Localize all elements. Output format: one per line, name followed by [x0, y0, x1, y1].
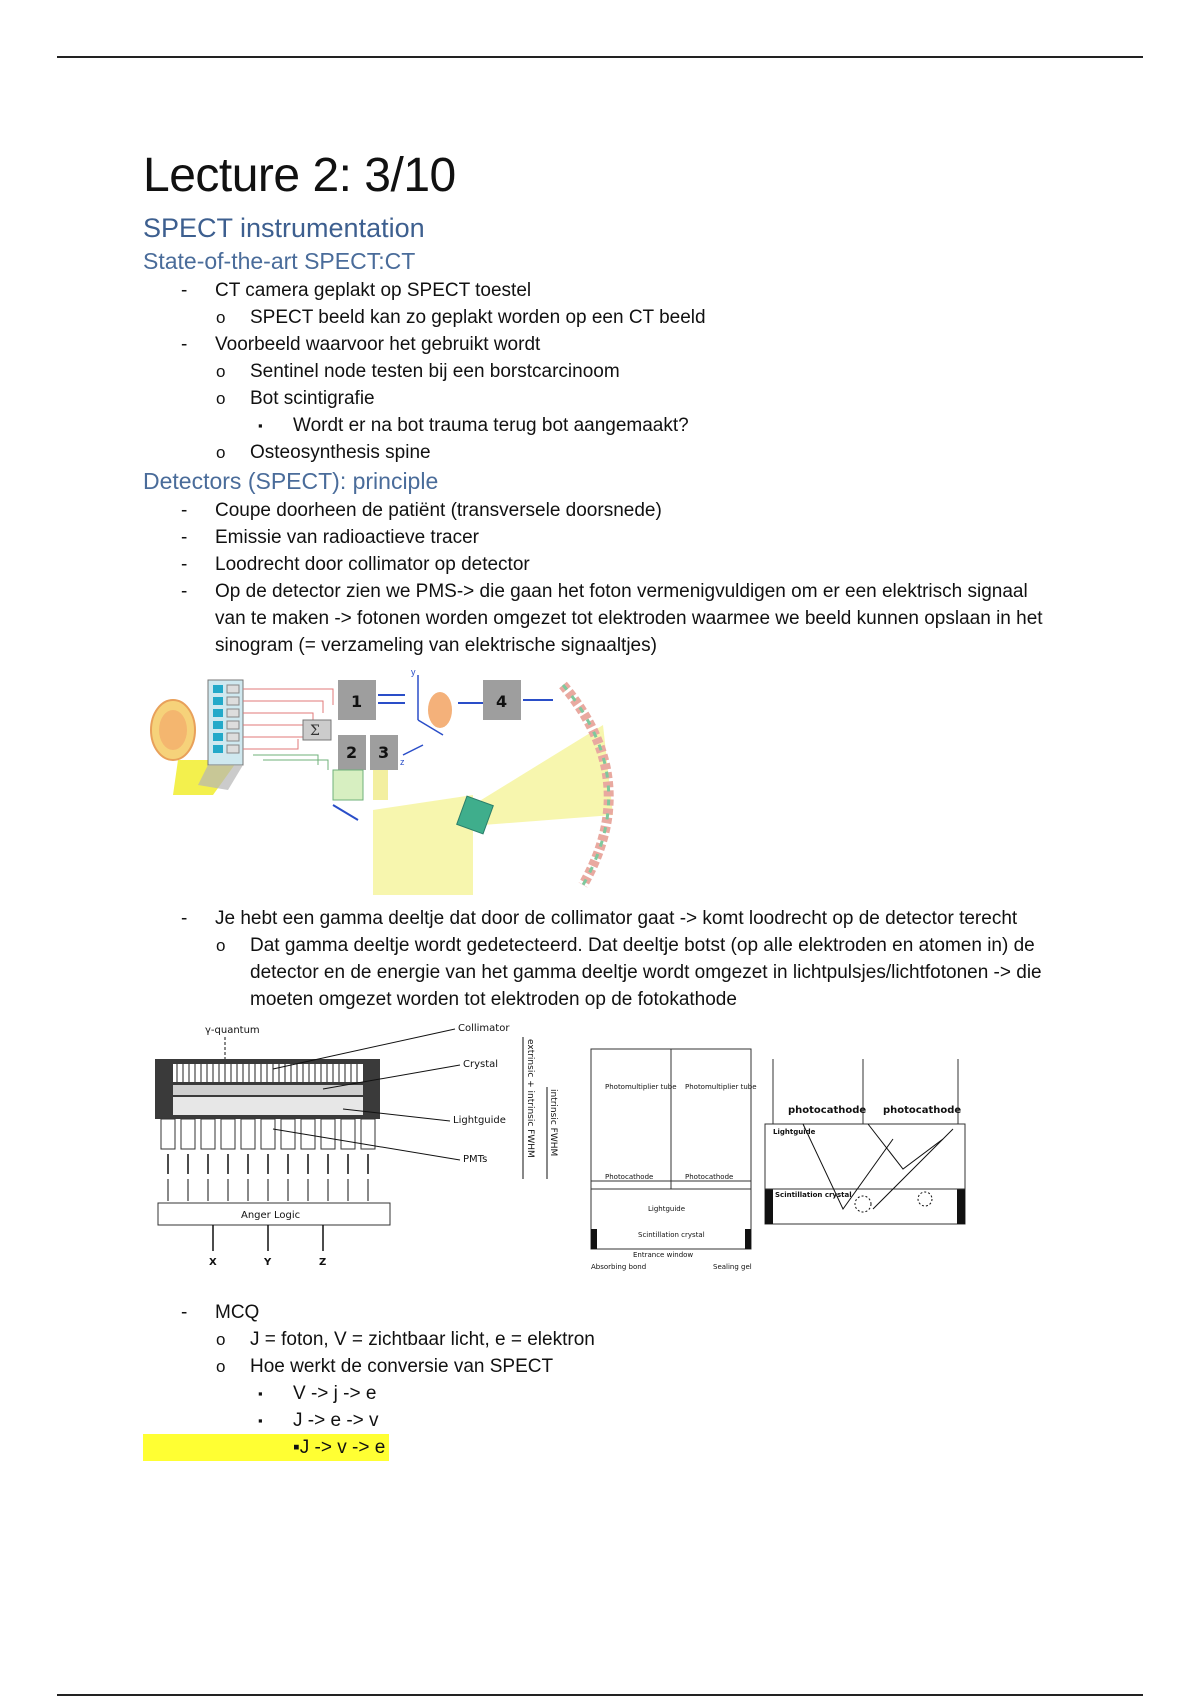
- list-item-text: Sentinel node testen bij een borstcarcinoom: [250, 361, 620, 382]
- collimator-label: Collimator: [458, 1023, 510, 1034]
- dash-marker: -: [181, 908, 188, 929]
- spect-principle-figure: [143, 665, 643, 895]
- highlight: [143, 1434, 389, 1461]
- list-item-text: Emissie van radioactieve tracer: [215, 527, 479, 548]
- mcq-option-correct: [143, 1434, 1063, 1461]
- subsection-title-spect-ct: State-of-the-art SPECT:CT: [143, 248, 416, 274]
- list-item-text: CT camera geplakt op SPECT toestel: [215, 280, 532, 301]
- list-item: [143, 277, 1063, 304]
- axis-y-label: y: [411, 667, 416, 677]
- z-output-label: Z: [319, 1257, 327, 1268]
- circle-marker: o: [216, 389, 226, 408]
- projection-fan-beam: [373, 795, 473, 895]
- y-output-label: Y: [264, 1257, 272, 1268]
- list-detectors: [143, 497, 1063, 659]
- dash-marker: -: [181, 500, 188, 521]
- square-marker: ▪: [258, 1386, 263, 1401]
- dash-marker: -: [181, 581, 188, 602]
- photocathode-label-right: Photocathode: [685, 1173, 734, 1181]
- section-title: SPECT instrumentation: [143, 213, 425, 243]
- dash-marker: -: [181, 554, 188, 575]
- top-rule: [57, 56, 1143, 58]
- list-item-text: Loodrecht door collimator op detector: [215, 554, 530, 575]
- bottom-rule: [57, 1694, 1143, 1696]
- list-item-text: J = foton, V = zichtbaar licht, e = elektron: [250, 1329, 595, 1350]
- pm-tube-label-left: Photomultiplier tube: [605, 1083, 677, 1091]
- list-item-text: Bot scintigrafie: [250, 388, 375, 409]
- mcq-option: [143, 1407, 1063, 1434]
- circle-marker: o: [216, 936, 226, 955]
- list-item: [143, 497, 1063, 524]
- mcq-option: [143, 1380, 1063, 1407]
- box-4-label: 4: [496, 692, 508, 711]
- scintillation-crystal-label-2: Scintillation crystal: [775, 1191, 852, 1199]
- box-1-label: 1: [351, 692, 363, 711]
- crystal-label: Crystal: [463, 1059, 499, 1070]
- fwhm-intrinsic-label: intrinsic FWHM: [548, 1089, 558, 1157]
- mcq-option-text: V -> j -> e: [293, 1383, 377, 1404]
- dash-marker: -: [181, 1302, 188, 1323]
- gamma-quantum-label: γ-quantum: [205, 1025, 260, 1036]
- dash-marker: -: [181, 280, 188, 301]
- pm-tube-label-right: Photomultiplier tube: [685, 1083, 757, 1091]
- scintillation-crystal-label: Scintillation crystal: [638, 1231, 705, 1239]
- fwhm-total-label: extrinsic + intrinsic FWHM: [525, 1039, 535, 1158]
- mcq-option-text: J -> e -> v: [293, 1410, 379, 1431]
- x-output-label: X: [209, 1257, 217, 1268]
- pmts-label: PMTs: [463, 1154, 488, 1165]
- list-item-text: Coupe doorheen de patiënt (transversele doorsnede): [215, 500, 662, 521]
- absorbing-bond-label: Absorbing bond: [591, 1263, 647, 1271]
- photocathode-label-left: Photocathode: [605, 1173, 654, 1181]
- document-content: [143, 148, 1063, 1461]
- entrance-window-label: Entrance window: [633, 1251, 694, 1259]
- sealing-gel-label: Sealing gel: [713, 1263, 752, 1271]
- list-item: [143, 905, 1063, 932]
- reconstructed-slice: [428, 692, 452, 728]
- detector-components-figure: [143, 1019, 1013, 1289]
- list-item: [143, 385, 1063, 412]
- list-item: [143, 358, 1063, 385]
- list-item-text: Je hebt een gamma deeltje dat door de collimator gaat -> komt loodrecht op de detector terecht: [215, 908, 1018, 929]
- page-title: Lecture 2: 3/10: [143, 149, 456, 202]
- sigma-label: Σ: [310, 723, 320, 739]
- circle-marker: o: [216, 362, 226, 381]
- list-item-text: Dat gamma deeltje wordt gedetecteerd. Dat deeltje botst (op alle elektroden en atomen in) de detector en de energie van het gamma deeltje wordt omgezet in lichtpulsjes/lichtfotonen -> die moeten omgezet worden tot elektroden op de fotokathode: [250, 935, 1042, 1010]
- list-item-text: Hoe werkt de conversie van SPECT: [250, 1356, 554, 1377]
- square-marker: ▪: [293, 1437, 300, 1458]
- list-item: [143, 578, 1063, 659]
- list-item: [143, 304, 1063, 331]
- list-item: [143, 331, 1063, 358]
- list-item-text: Osteosynthesis spine: [250, 442, 431, 463]
- circle-marker: o: [216, 1357, 226, 1376]
- list-spect-ct: [143, 277, 1063, 466]
- list-mcq: [143, 1299, 1063, 1461]
- list-item-text: Op de detector zien we PMS-> die gaan het foton vermenigvuldigen om er een elektrisch signaal van te maken -> fotonen worden omgezet tot elektroden waarmee we beeld kunnen opslaan in het sinogram (= verzameling van elektrische signaaltjes): [215, 581, 1043, 656]
- dash-marker: -: [181, 334, 188, 355]
- photocathode-label-2: photocathode: [883, 1105, 962, 1116]
- box-3-label: 3: [378, 743, 390, 762]
- list-item: [143, 412, 1063, 439]
- list-item-text: MCQ: [215, 1302, 260, 1323]
- list-item-text: Voorbeeld waarvoor het gebruikt wordt: [215, 334, 541, 355]
- lightguide-label: Lightguide: [453, 1115, 506, 1126]
- list-item: [143, 1326, 1063, 1353]
- box-2-label: 2: [346, 743, 358, 762]
- axis-z-label: z: [400, 757, 405, 767]
- pmt-detail-diagram: [591, 1049, 757, 1271]
- circle-marker: o: [216, 1330, 226, 1349]
- subsection-title-detectors: Detectors (SPECT): principle: [143, 468, 439, 494]
- list-item-text: SPECT beeld kan zo geplakt worden op een CT beeld: [250, 307, 706, 328]
- photocathode-detail-diagram: [765, 1059, 965, 1224]
- anger-logic-label: Anger Logic: [241, 1210, 301, 1221]
- list-item: [143, 439, 1063, 466]
- list-item-text: Wordt er na bot trauma terug bot aangemaakt?: [293, 415, 689, 436]
- circle-marker: o: [216, 308, 226, 327]
- circle-marker: o: [216, 443, 226, 462]
- dash-marker: -: [181, 527, 188, 548]
- list-item: [143, 1299, 1063, 1326]
- mcq-option-text: J -> v -> e: [299, 1437, 386, 1458]
- list-item: [143, 932, 1063, 1013]
- list-detectors-continued: [143, 905, 1063, 1013]
- square-marker: ▪: [258, 418, 263, 433]
- list-item: [143, 551, 1063, 578]
- square-marker: ▪: [258, 1413, 263, 1428]
- photocathode-label-1: photocathode: [788, 1105, 867, 1116]
- list-item: [143, 524, 1063, 551]
- lightguide-detail-label-2: Lightguide: [773, 1128, 816, 1136]
- lightguide-detail-label: Lightguide: [648, 1205, 686, 1213]
- list-item: [143, 1353, 1063, 1380]
